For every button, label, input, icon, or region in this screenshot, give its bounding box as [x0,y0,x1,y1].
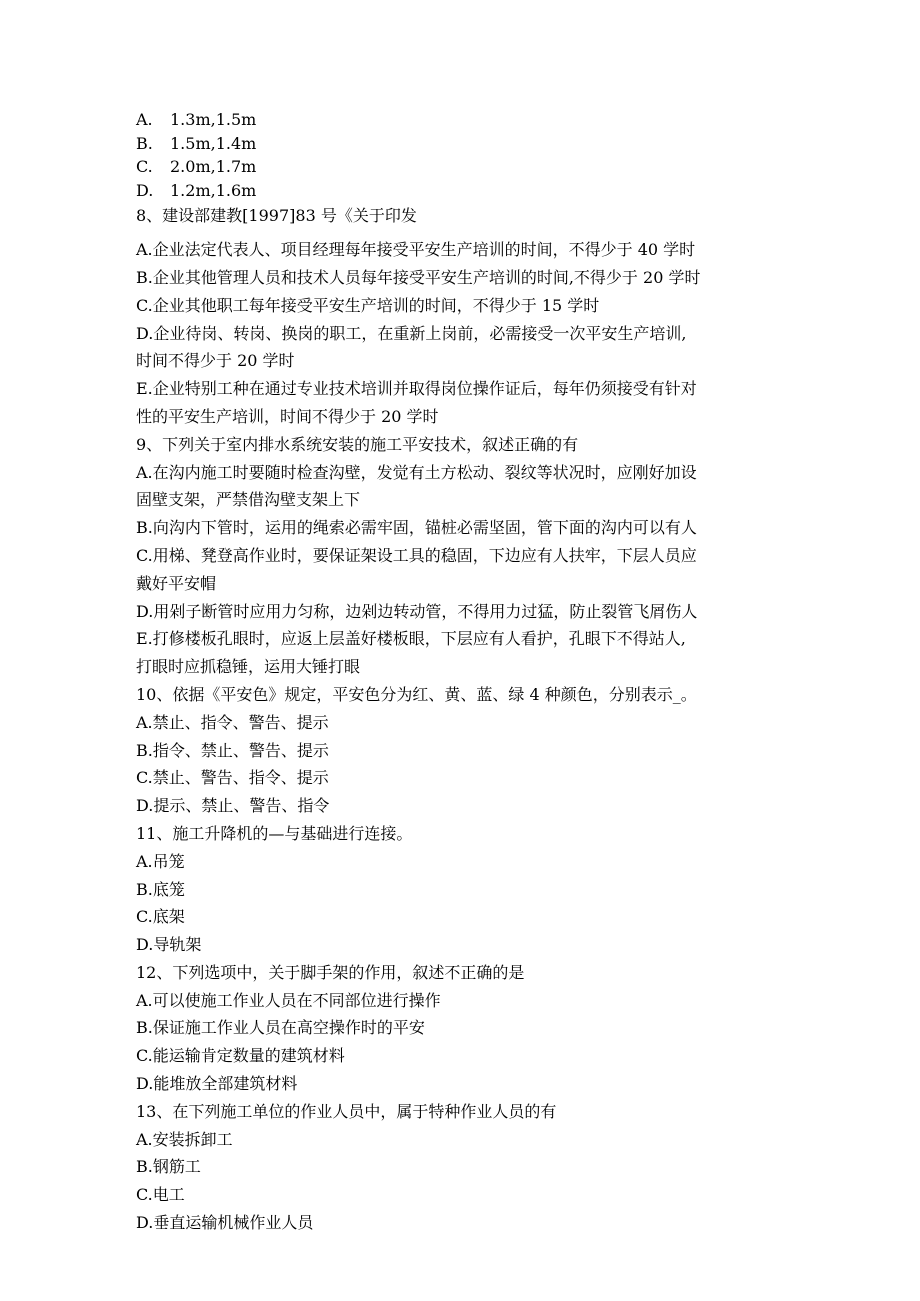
option-text: 1.3m,1.5m [170,110,257,129]
q8-stem: 8、建设部建教[1997]83 号《关于印发 [136,206,417,226]
q12-option-c: C.能运输肯定数量的建筑材料 [136,1046,345,1066]
q11-option-c: C.底架 [136,907,185,927]
q8-option-c: C.企业其他职工每年接受平安生产培训的时间，不得少于 15 学时 [136,295,600,315]
q12-option-d: D.能堆放全部建筑材料 [136,1074,298,1094]
option-text: 1.2m,1.6m [170,180,257,200]
q8-option-d-cont: 时间不得少于 20 学时 [136,351,295,371]
q10-option-a: A.禁止、指令、警告、提示 [136,712,329,732]
q13-option-a: A.安装拆卸工 [136,1129,233,1149]
q9-option-c-cont: 戴好平安帽 [136,573,217,593]
q8-option-e-cont: 性的平安生产培训，时间不得少于 20 学时 [136,406,439,426]
q12-option-b: B.保证施工作业人员在高空操作时的平安 [136,1018,425,1038]
q9-option-e-cont: 打眼时应抓稳锤，运用大锤打眼 [136,657,361,677]
q9-option-e: E.打修楼板孔眼时，应返上层盖好楼板眼，下层应有人看护，孔眼下不得站人, [136,629,686,649]
q13-option-b: B.钢筋工 [136,1157,201,1177]
option-text: 1.5m,1.4m [170,133,257,153]
option-text: 2.0m,1.7m [170,157,257,177]
q13-option-d: D.垂直运输机械作业人员 [136,1213,314,1233]
q9-option-b: B.向沟内下管时，运用的绳索必需牢固，锚桩必需坚固，管下面的沟内可以有人 [136,518,697,538]
q13-stem: 13、在下列施工单位的作业人员中，属于特种作业人员的有 [136,1101,557,1121]
q8-option-e: E.企业特别工种在通过专业技术培训并取得岗位操作证后，每年仍须接受有针对 [136,379,697,399]
document-page [136,108,786,1237]
q8-option-a: A.企业法定代表人、项目经理每年接受平安生产培训的时间，不得少于 40 学时 [136,240,696,260]
q8-option-b: B.企业其他管理人员和技术人员每年接受平安生产培训的时间,不得少于 20 学时 [136,267,701,287]
q10-option-c: C.禁止、警告、指令、提示 [136,768,329,788]
q10-option-d: D.提示、禁止、警告、指令 [136,796,330,816]
q9-stem: 9、下列关于室内排水系统安装的施工平安技术，叙述正确的有 [136,434,579,454]
q7-option-b [136,132,786,156]
q11-stem: 11、施工升降机的—与基础进行连接。 [136,823,413,843]
q9-option-c: C.用梯、凳登高作业时，要保证架设工具的稳固，下边应有人扶牢，下层人员应 [136,545,697,565]
option-letter: B. [136,133,153,153]
q7-option-d [136,179,786,203]
q12-stem: 12、下列选项中，关于脚手架的作用，叙述不正确的是 [136,962,525,982]
option-letter: C. [136,157,153,177]
q7-option-c [136,155,786,179]
q11-option-d: D.导轨架 [136,935,202,955]
q11-option-a: A.吊笼 [136,851,185,871]
q10-option-b: B.指令、禁止、警告、提示 [136,740,329,760]
q9-option-a-cont: 固壁支架，严禁借沟壁支架上下 [136,490,361,510]
option-letter: A. [136,110,153,129]
q8-option-d: D.企业待岗、转岗、换岗的职工，在重新上岗前，必需接受一次平安生产培训, [136,323,687,343]
q9-option-d: D.用剁子断管时应用力匀称，边剁边转动管，不得用力过猛，防止裂管飞屑伤人 [136,601,698,621]
q10-stem: 10、依据《平安色》规定，平安色分为红、黄、蓝、绿 4 种颜色，分别表示_。 [136,684,697,704]
option-letter: D. [136,180,154,200]
q9-option-a: A.在沟内施工时要随时检查沟壁，发觉有土方松动、裂纹等状况时，应刚好加设 [136,462,697,482]
q11-option-b: B.底笼 [136,879,185,899]
q7-option-a [136,108,786,132]
q13-option-c: C.电工 [136,1185,185,1205]
q12-option-a: A.可以使施工作业人员在不同部位进行操作 [136,990,441,1010]
